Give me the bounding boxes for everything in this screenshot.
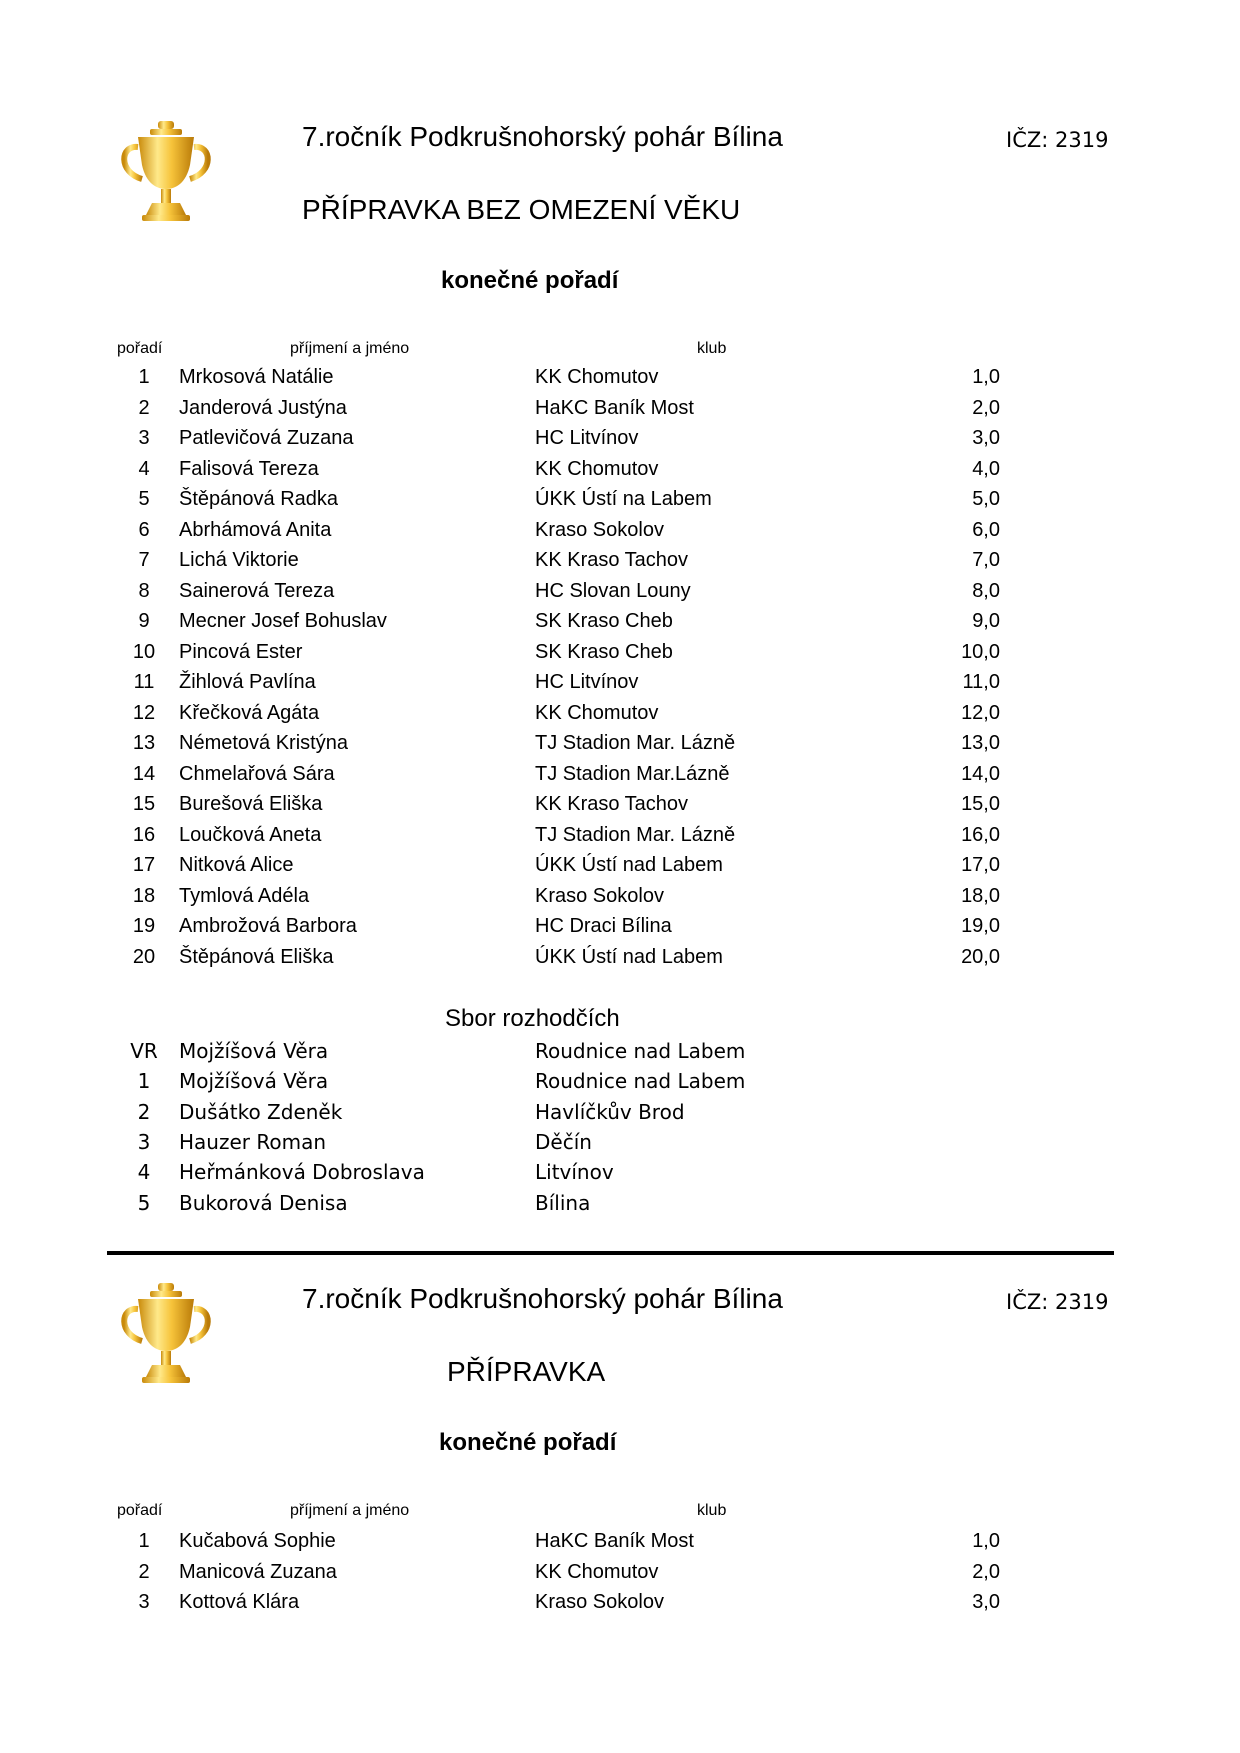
score-cell: 9,0 <box>972 610 1000 632</box>
rank-cell: 15 <box>132 793 156 815</box>
name-cell: Sainerová Tereza <box>179 579 335 602</box>
rank-cell: 12 <box>132 701 156 724</box>
table-row <box>0 641 1240 671</box>
referee-city: Havlíčkův Brod <box>535 1099 685 1124</box>
club-cell: ÚKK Ústí na Labem <box>535 488 712 510</box>
score-cell: 14,0 <box>961 762 1000 785</box>
score-cell: 11,0 <box>962 671 1000 693</box>
club-cell: KK Chomutov <box>535 701 659 724</box>
referee-city: Roudnice nad Labem <box>535 1069 746 1094</box>
club-cell: KK Kraso Tachov <box>535 549 689 571</box>
table-row <box>0 671 1240 701</box>
referee-rank: 4 <box>137 1160 151 1185</box>
table-row <box>0 915 1240 945</box>
referee-name: Heřmánková Dobroslava <box>179 1160 425 1185</box>
club-cell: HaKC Baník Most <box>535 396 694 419</box>
table-row <box>0 946 1240 976</box>
score-cell: 20,0 <box>961 945 1000 968</box>
rank-cell: 7 <box>138 549 150 571</box>
rank-cell: 1 <box>138 366 150 388</box>
name-cell: Štěpánová Radka <box>179 488 339 510</box>
table-row <box>0 610 1240 640</box>
table-row <box>0 549 1240 579</box>
name-cell: Křečková Agáta <box>179 701 320 724</box>
name-cell: Falisová Tereza <box>179 457 319 480</box>
table-row <box>0 458 1240 488</box>
name-cell: Lichá Viktorie <box>179 549 299 571</box>
score-cell: 5,0 <box>972 488 1000 510</box>
referee-name: Mojžíšová Věra <box>179 1069 329 1094</box>
name-cell: Manicová Zuzana <box>179 1560 337 1583</box>
score-cell: 18,0 <box>961 884 1000 907</box>
table-row <box>0 854 1240 884</box>
score-cell: 12,0 <box>961 701 1000 724</box>
trophy-icon <box>116 1279 216 1389</box>
table-row <box>0 519 1240 549</box>
section-divider <box>107 1251 1114 1255</box>
score-cell: 7,0 <box>972 549 1000 571</box>
referee-row <box>0 1160 1240 1190</box>
referee-row <box>0 1191 1240 1221</box>
rank-cell: 8 <box>138 579 150 602</box>
name-cell: Žihlová Pavlína <box>179 671 316 693</box>
rank-cell: 1 <box>138 1530 150 1552</box>
club-header: klub <box>697 340 727 357</box>
table-row <box>0 885 1240 915</box>
name-cell: Loučková Aneta <box>179 823 322 846</box>
referee-row <box>0 1039 1240 1069</box>
score-cell: 16,0 <box>961 823 1000 846</box>
score-cell: 15,0 <box>961 793 1000 815</box>
club-cell: TJ Stadion Mar.Lázně <box>535 762 730 785</box>
rank-cell: 16 <box>132 823 156 846</box>
rank-cell: 2 <box>138 396 150 419</box>
name-cell: Kottová Klára <box>179 1591 300 1613</box>
trophy-icon <box>116 117 216 227</box>
rank-cell: 9 <box>138 610 150 632</box>
name-cell: Patlevičová Zuzana <box>179 427 354 449</box>
table-row <box>0 1561 1240 1591</box>
referee-name: Bukorová Denisa <box>179 1190 348 1215</box>
competition-title: 7.ročník Podkrušnohorský pohár Bílina <box>302 121 783 152</box>
name-cell: Burešová Eliška <box>179 793 323 815</box>
referee-name: Mojžíšová Věra <box>179 1039 329 1063</box>
table-row <box>0 580 1240 610</box>
referee-name: Dušátko Zdeněk <box>179 1099 343 1124</box>
score-cell: 2,0 <box>972 1560 1000 1583</box>
club-cell: KK Kraso Tachov <box>535 793 689 815</box>
name-cell: Chmelařová Sára <box>179 762 335 785</box>
score-cell: 3,0 <box>972 1591 1000 1613</box>
name-cell: Németová Kristýna <box>179 732 348 754</box>
score-cell: 6,0 <box>972 518 1000 541</box>
table-row <box>0 1530 1240 1560</box>
rank-cell: 20 <box>132 945 156 968</box>
score-cell: 13,0 <box>961 732 1000 754</box>
rank-cell: 18 <box>132 884 156 907</box>
score-cell: 17,0 <box>961 854 1000 876</box>
club-cell: HC Litvínov <box>535 671 639 693</box>
table-row <box>0 1591 1240 1621</box>
score-cell: 1,0 <box>972 1530 1000 1552</box>
name-cell: Kučabová Sophie <box>179 1530 336 1552</box>
score-cell: 4,0 <box>972 457 1000 480</box>
club-cell: KK Chomutov <box>535 366 659 388</box>
referee-city: Bílina <box>535 1190 591 1215</box>
name-cell: Mrkosová Natálie <box>179 366 334 388</box>
club-cell: ÚKK Ústí nad Labem <box>535 854 723 876</box>
rank-cell: 11 <box>133 671 155 693</box>
name-cell: Mecner Josef Bohuslav <box>179 610 387 632</box>
score-cell: 1,0 <box>972 366 1000 388</box>
referee-name: Hauzer Roman <box>179 1129 327 1154</box>
referee-rank: 3 <box>137 1129 151 1154</box>
icz-code: IČZ: 2319 <box>1006 1290 1109 1314</box>
name-cell: Janderová Justýna <box>179 396 347 419</box>
rank-header: pořadí <box>117 1502 163 1519</box>
club-cell: KK Chomutov <box>535 1560 659 1583</box>
club-cell: Kraso Sokolov <box>535 518 664 541</box>
referee-rank: 2 <box>137 1099 151 1124</box>
score-cell: 3,0 <box>972 427 1000 449</box>
name-cell: Pincová Ester <box>179 640 303 663</box>
final-ranking-label: konečné pořadí <box>439 1429 617 1456</box>
club-cell: KK Chomutov <box>535 457 659 480</box>
rank-cell: 19 <box>132 915 156 937</box>
table-row <box>0 732 1240 762</box>
club-cell: ÚKK Ústí nad Labem <box>535 945 723 968</box>
referee-rank: VR <box>130 1039 158 1063</box>
name-header: příjmení a jméno <box>290 1502 410 1519</box>
club-cell: HaKC Baník Most <box>535 1530 694 1552</box>
table-row <box>0 702 1240 732</box>
referee-rank: 1 <box>137 1069 151 1094</box>
club-cell: SK Kraso Cheb <box>535 610 673 632</box>
category-title: PŘÍPRAVKA <box>447 1356 606 1387</box>
score-cell: 19,0 <box>961 915 1000 937</box>
rank-cell: 3 <box>138 427 150 449</box>
referee-rank: 5 <box>137 1190 151 1215</box>
referee-city: Litvínov <box>535 1160 614 1185</box>
table-row <box>0 824 1240 854</box>
score-cell: 10,0 <box>961 640 1000 663</box>
rank-cell: 14 <box>132 762 156 785</box>
rank-cell: 10 <box>132 640 156 663</box>
referee-row <box>0 1130 1240 1160</box>
table-row <box>0 763 1240 793</box>
name-cell: Tymlová Adéla <box>179 884 310 907</box>
club-cell: TJ Stadion Mar. Lázně <box>535 823 736 846</box>
score-cell: 2,0 <box>972 396 1000 419</box>
rank-cell: 6 <box>138 518 150 541</box>
referee-row <box>0 1100 1240 1130</box>
final-ranking-label: konečné pořadí <box>441 267 619 294</box>
name-cell: Nitková Alice <box>179 854 294 876</box>
table-row <box>0 793 1240 823</box>
name-header: příjmení a jméno <box>290 340 410 357</box>
name-cell: Štěpánová Eliška <box>179 945 334 968</box>
table-row <box>0 488 1240 518</box>
referee-city: Děčín <box>535 1129 592 1154</box>
club-header: klub <box>697 1502 727 1519</box>
rank-cell: 5 <box>138 488 150 510</box>
referee-row <box>0 1069 1240 1099</box>
table-row <box>0 397 1240 427</box>
club-cell: HC Litvínov <box>535 427 639 449</box>
competition-title: 7.ročník Podkrušnohorský pohár Bílina <box>302 1283 783 1314</box>
club-cell: HC Slovan Louny <box>535 579 691 602</box>
club-cell: SK Kraso Cheb <box>535 640 673 663</box>
category-title: PŘÍPRAVKA BEZ OMEZENÍ VĚKU <box>302 194 741 225</box>
rank-cell: 13 <box>132 732 156 754</box>
referee-city: Roudnice nad Labem <box>535 1039 746 1063</box>
rank-cell: 4 <box>138 457 150 480</box>
table-row <box>0 427 1240 457</box>
club-cell: Kraso Sokolov <box>535 884 664 907</box>
club-cell: TJ Stadion Mar. Lázně <box>535 732 736 754</box>
score-cell: 8,0 <box>972 579 1000 602</box>
club-cell: Kraso Sokolov <box>535 1591 664 1613</box>
rank-cell: 17 <box>132 854 156 876</box>
referees-title: Sbor rozhodčích <box>445 1005 620 1032</box>
rank-cell: 3 <box>138 1591 150 1613</box>
table-row <box>0 366 1240 396</box>
rank-header: pořadí <box>117 340 163 357</box>
name-cell: Abrhámová Anita <box>179 518 332 541</box>
rank-cell: 2 <box>138 1560 150 1583</box>
club-cell: HC Draci Bílina <box>535 915 672 937</box>
name-cell: Ambrožová Barbora <box>179 915 357 937</box>
icz-code: IČZ: 2319 <box>1006 128 1109 152</box>
